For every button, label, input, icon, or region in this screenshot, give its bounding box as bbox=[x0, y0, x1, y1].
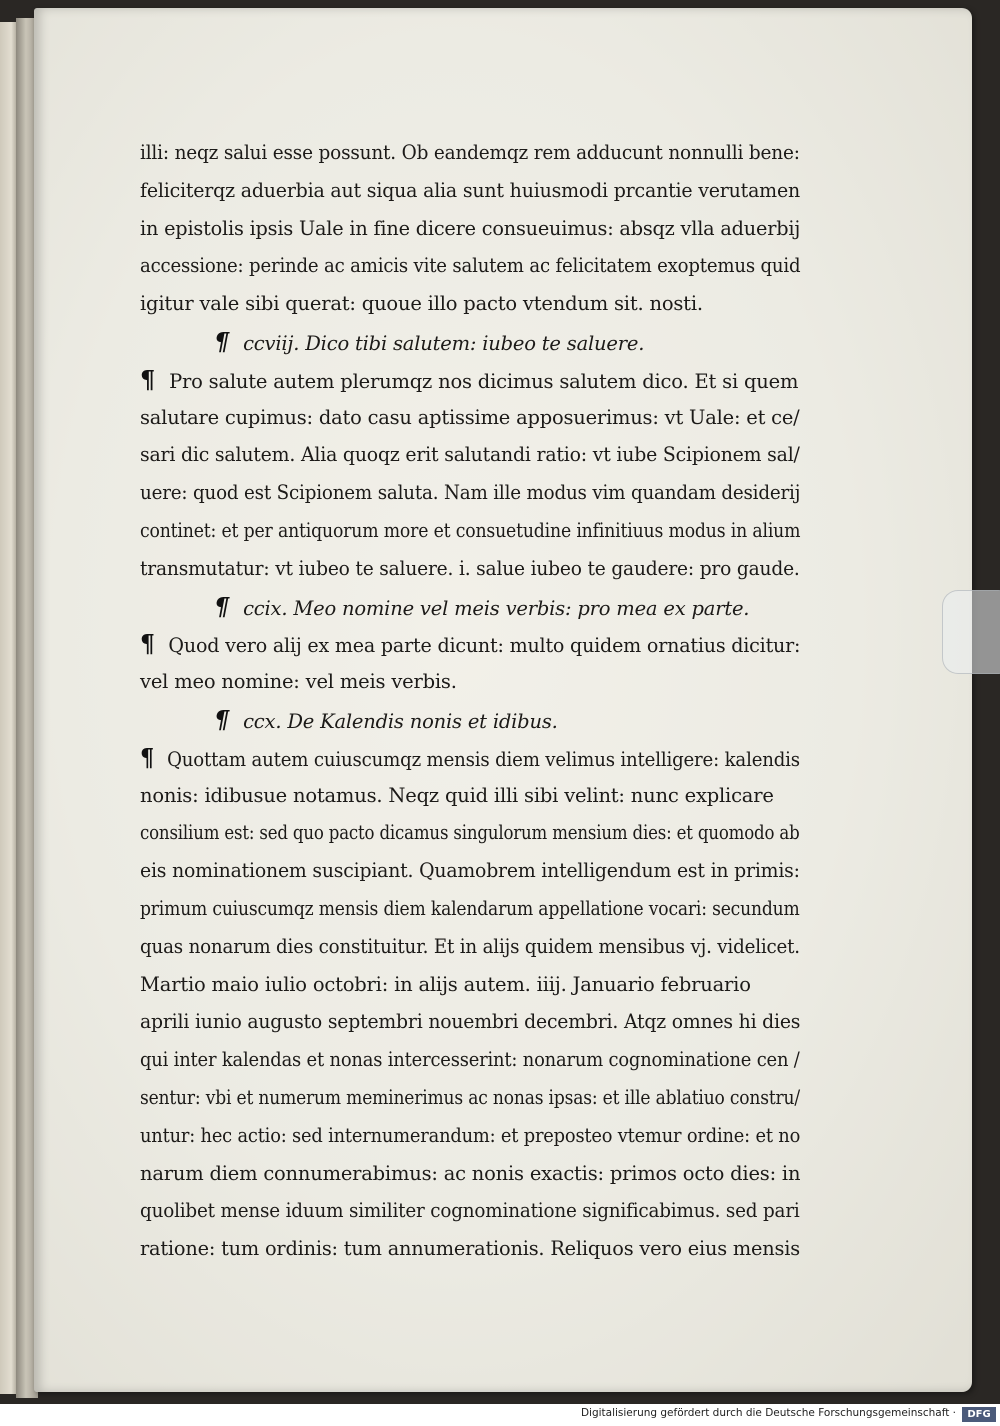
line-text: untur: hec actio: sed internumerandum: et preposteo vtemur ordine: et no bbox=[140, 1123, 801, 1147]
footer-bar bbox=[0, 1404, 1000, 1426]
pilcrow-icon: ¶ bbox=[214, 326, 230, 356]
line-text: ccix. Meo nomine vel meis verbis: pro mea ex parte. bbox=[243, 596, 750, 620]
facing-page-edge bbox=[0, 22, 16, 1394]
line-text: illi: neqz salui esse possunt. Ob eandemqz rem adducunt nonnulli bene: bbox=[140, 141, 800, 164]
line-text: uere: quod est Scipionem saluta. Nam ille modus vim quandam desiderij bbox=[140, 481, 801, 505]
text-line bbox=[140, 852, 800, 890]
text-line bbox=[140, 134, 800, 172]
line-text: eis nominationem suscipiant. Quamobrem intelligendum est in primis: bbox=[140, 859, 800, 883]
text-line bbox=[140, 1003, 801, 1041]
text-line bbox=[140, 1041, 800, 1079]
page-clip-tab bbox=[942, 590, 1000, 674]
text-line bbox=[140, 285, 800, 323]
line-text: Pro salute autem plerumqz nos dicimus salutem dico. Et si quem bbox=[169, 369, 799, 393]
line-text: quolibet mense iduum similiter cognominatione significabimus. sed pari bbox=[140, 1199, 800, 1223]
line-text: nonis: idibusue notamus. Neqz quid illi sibi velint: nunc explicare bbox=[140, 783, 774, 807]
page-text-block bbox=[140, 134, 800, 1268]
line-text: salutare cupimus: dato casu aptissime apposuerimus: vt Uale: et ce/ bbox=[140, 405, 800, 429]
text-line bbox=[140, 361, 800, 399]
text-line bbox=[140, 890, 800, 928]
line-text: in epistolis ipsis Uale in fine dicere consueuimus: absqz vlla aduerbij bbox=[140, 216, 801, 240]
text-line bbox=[140, 550, 800, 588]
text-line bbox=[140, 172, 801, 210]
funding-credit: Digitalisierung gefördert durch die Deutsche Forschungsgemeinschaft · bbox=[580, 1407, 956, 1419]
section-heading bbox=[140, 588, 800, 626]
pilcrow-icon: ¶ bbox=[140, 629, 155, 659]
text-line bbox=[140, 928, 800, 966]
line-text: primum cuiuscumqz mensis diem kalendarum appellatione vocari: secundum bbox=[140, 896, 800, 920]
pilcrow-icon: ¶ bbox=[214, 591, 230, 621]
pilcrow-icon: ¶ bbox=[140, 742, 155, 772]
text-line bbox=[140, 663, 800, 701]
text-line bbox=[140, 1192, 800, 1230]
text-line bbox=[140, 739, 800, 777]
text-line bbox=[140, 777, 800, 815]
line-text: quas nonarum dies constituitur. Et in alijs quidem mensibus vj. videlicet. bbox=[140, 934, 800, 958]
text-line bbox=[140, 512, 801, 550]
line-text: vel meo nomine: vel meis verbis. bbox=[140, 670, 457, 694]
section-heading bbox=[140, 323, 800, 361]
line-text: narum diem connumerabimus: ac nonis exactis: primos octo dies: in bbox=[140, 1161, 801, 1185]
line-text: ratione: tum ordinis: tum annumerationis. Reliquos vero eius mensis bbox=[140, 1237, 800, 1261]
text-line bbox=[140, 814, 800, 852]
line-text: igitur vale sibi querat: quoue illo pacto vtendum sit. nosti. bbox=[140, 292, 703, 316]
text-line bbox=[140, 247, 801, 285]
line-text: accessione: perinde ac amicis vite salutem ac felicitatem exoptemus quid bbox=[140, 254, 801, 278]
line-text: consilium est: sed quo pacto dicamus singulorum mensium dies: et quomodo ab bbox=[140, 821, 800, 845]
text-line bbox=[140, 210, 801, 248]
line-text: ccviij. Dico tibi salutem: iubeo te saluere. bbox=[243, 331, 645, 355]
line-text: continet: et per antiquorum more et consuetudine infinitiuus modus in alium bbox=[140, 518, 801, 542]
line-text: Quod vero alij ex mea parte dicunt: multo quidem ornatius dicitur: bbox=[168, 634, 801, 658]
pilcrow-icon: ¶ bbox=[214, 704, 230, 734]
line-text: Quottam autem cuiuscumqz mensis diem velimus intelligere: kalendis bbox=[167, 747, 800, 771]
line-text: transmutatur: vt iubeo te saluere. i. salue iubeo te gaudere: pro gaude. bbox=[140, 556, 800, 580]
line-text: sentur: vbi et numerum meminerimus ac nonas ipsas: et ille ablatiuo constru/ bbox=[140, 1085, 800, 1109]
text-line bbox=[140, 399, 798, 437]
text-line bbox=[140, 625, 801, 663]
text-line bbox=[140, 1230, 800, 1268]
line-text: feliciterqz aduerbia aut siqua alia sunt huiusmodi prcantie verutamen bbox=[140, 178, 801, 202]
section-heading bbox=[140, 701, 800, 739]
text-line bbox=[140, 966, 800, 1004]
text-line bbox=[140, 474, 801, 512]
line-text: sari dic salutem. Alia quoqz erit salutandi ratio: vt iube Scipionem sal/ bbox=[140, 443, 800, 467]
pilcrow-icon: ¶ bbox=[140, 364, 156, 394]
dfg-logo-icon: DFG bbox=[962, 1407, 996, 1422]
text-line bbox=[140, 1079, 800, 1117]
text-line bbox=[140, 1117, 801, 1155]
line-text: Martio maio iulio octobri: in alijs autem. iiij. Januario februario bbox=[140, 972, 751, 996]
line-text: qui inter kalendas et nonas intercesserint: nonarum cognominatione cen / bbox=[140, 1048, 800, 1072]
line-text: aprili iunio augusto septembri nouembri decembri. Atqz omnes hi dies bbox=[140, 1010, 801, 1034]
text-line bbox=[140, 436, 800, 474]
line-text: ccx. De Kalendis nonis et idibus. bbox=[243, 709, 558, 733]
text-line bbox=[140, 1155, 799, 1193]
